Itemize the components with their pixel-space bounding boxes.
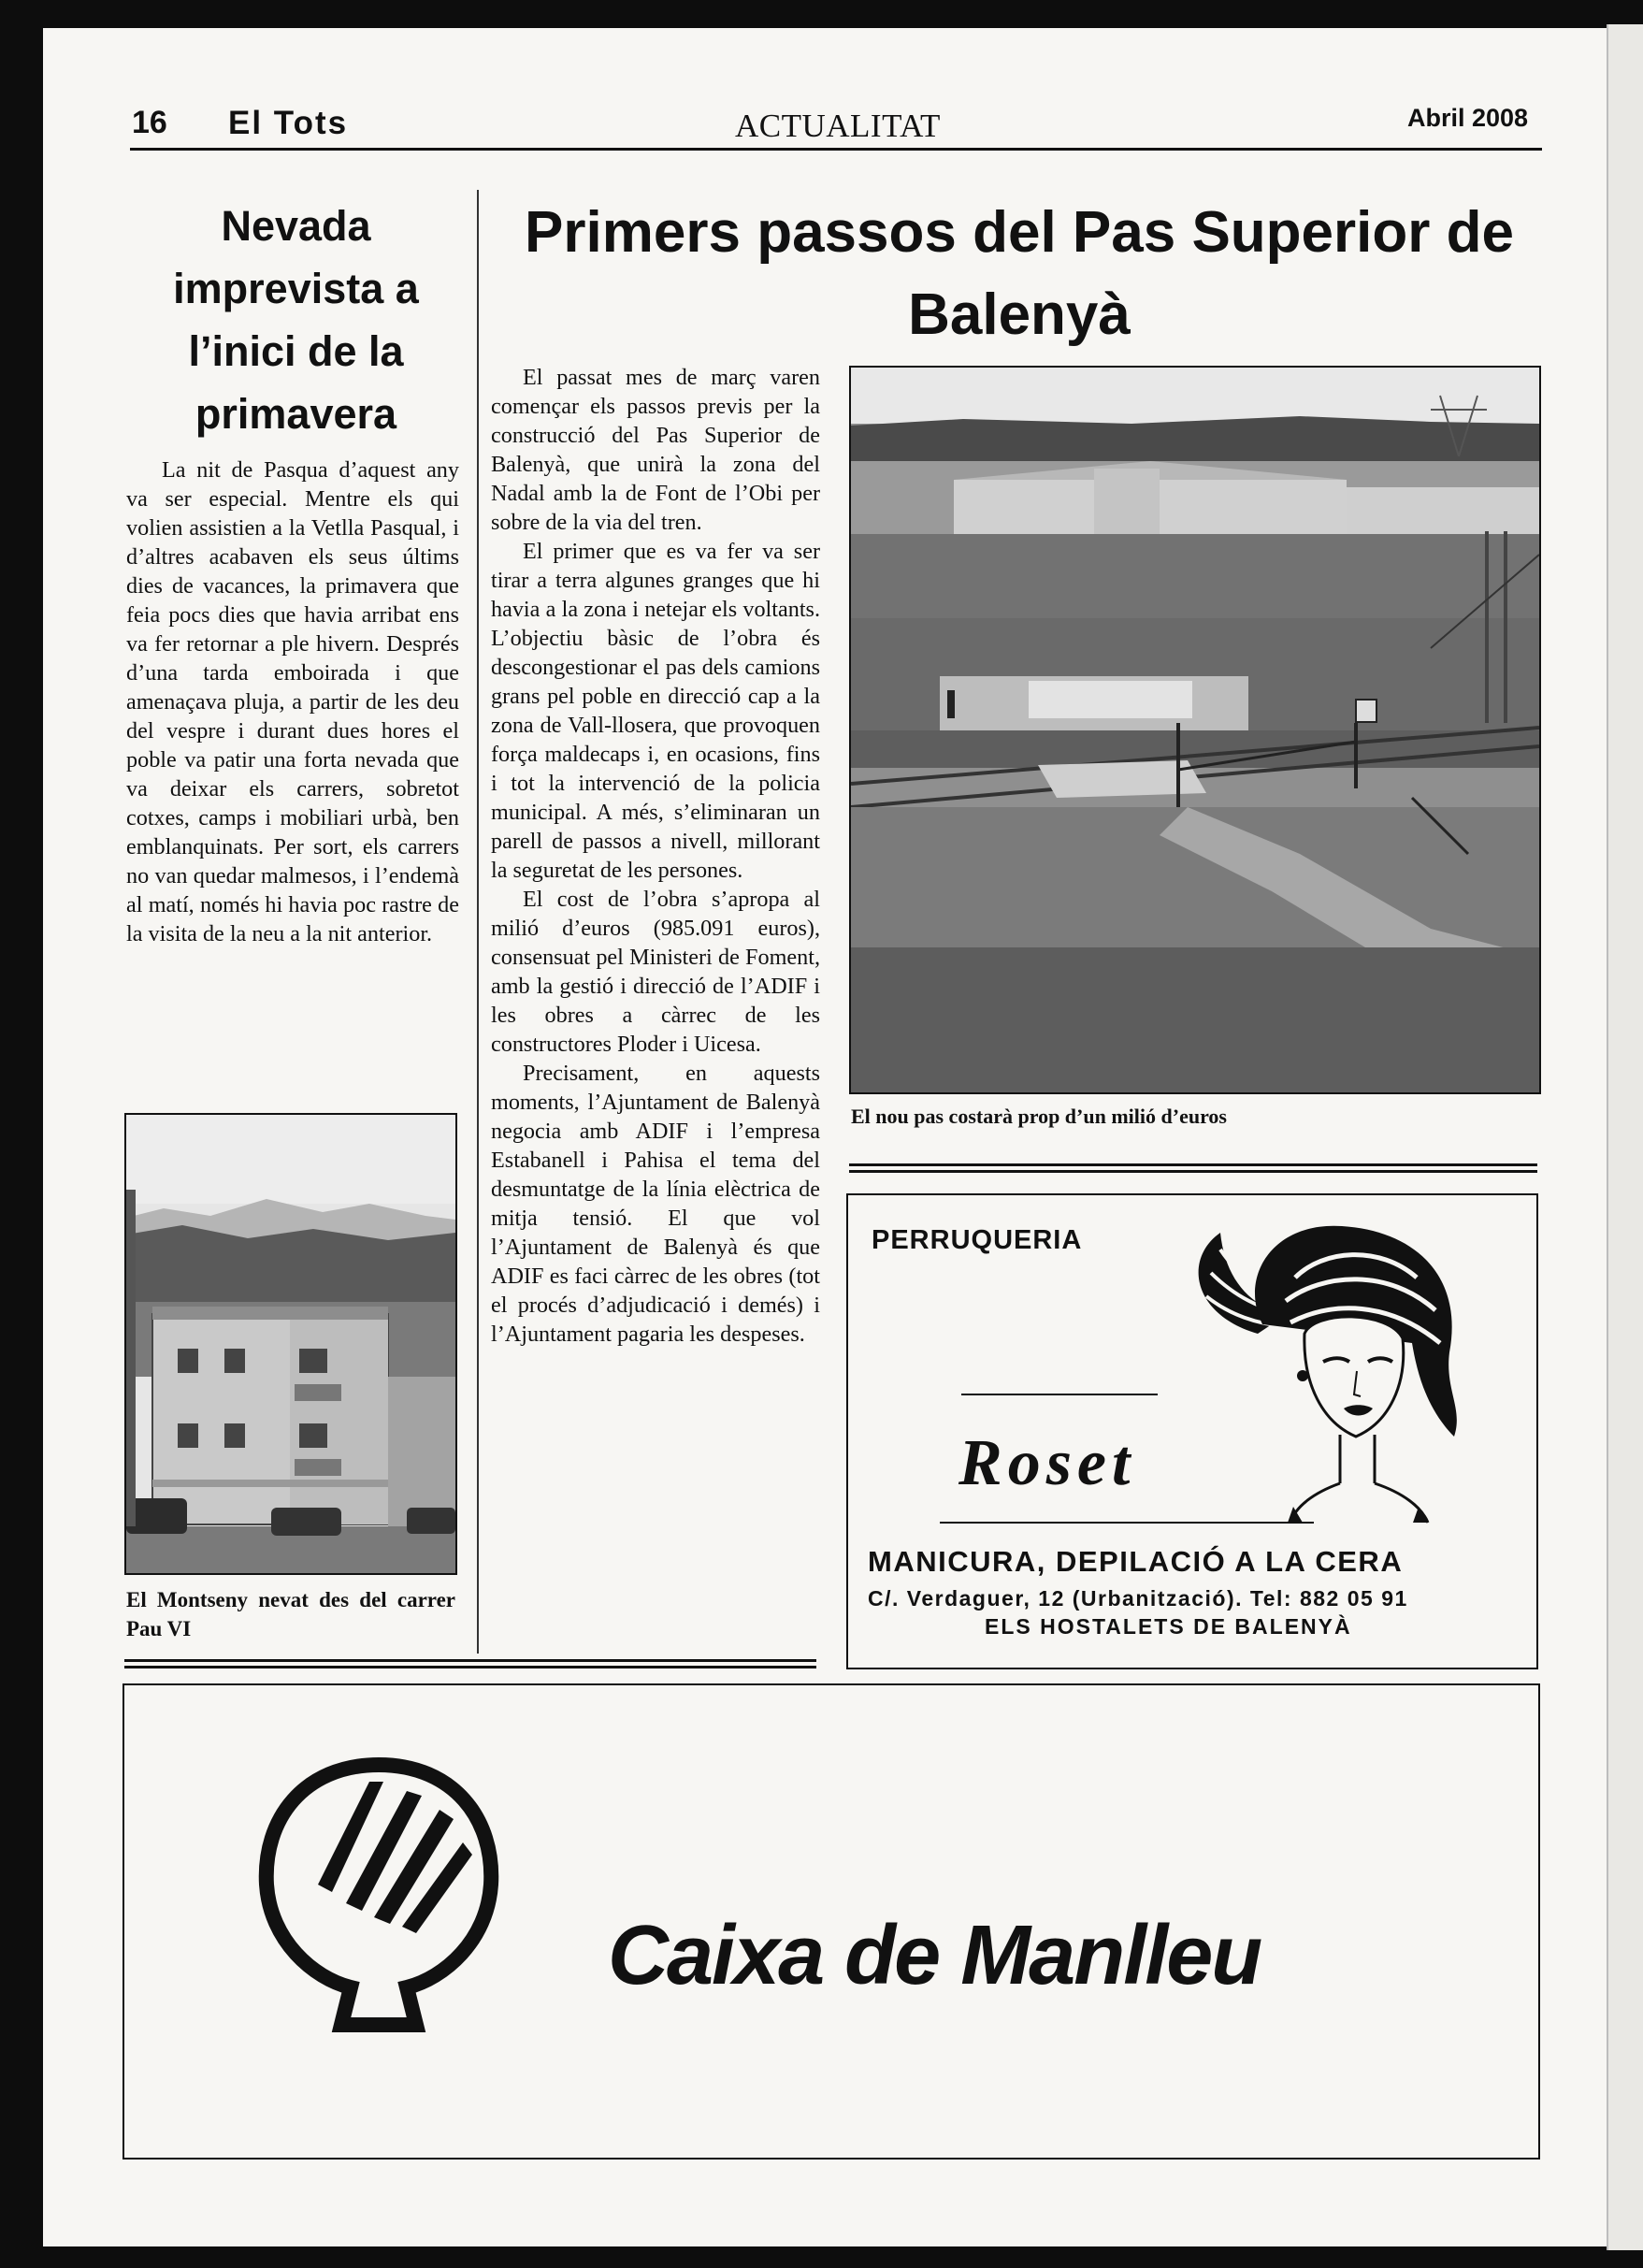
page-number: 16 [132,105,167,140]
ad-decor-line [961,1394,1158,1395]
perruqueria-ad-address: C/. Verdaguer, 12 (Urbanització). Tel: 882 05 91 [868,1586,1408,1611]
separator-rule [124,1666,816,1668]
montseny-photo-image [126,1115,455,1573]
separator-rule [849,1163,1537,1166]
side-article-title: Nevada imprevista a l’inici de la primavera [173,202,419,438]
issue-date: Abril 2008 [1407,104,1529,132]
main-article-paragraph: El primer que es va fer va ser tirar a terra algunes granges que hi havia a la zona i netejar els voltants. L’objectiu bàsic de l’obra és descongestionar el pas dels camions grans pel poble en direcció cap a la zona de Vall-llosera, que provoquen força maldecaps i, en ocasions, fins i tot la intervenció de la policia municipal. A més, s’eliminaran un parell de passos a nivell, millorant la seguretat de les persones. [491,539,820,883]
publication-name: El Tots [228,105,349,141]
main-article-paragraph: Precisament, en aquests moments, l’Ajuntament de Balenyà negocia amb ADIF i l’empresa Estabanell i Pahisa el tema del desmuntatge de la línia elèctrica de mitja tensió. El que vol l’Ajuntament de Balenyà és que ADIF es faci càrrec de les obres (tot el procés d’adjudicació i demés) i l’Ajuntament pagaria les despeses. [491,1061,820,1347]
main-article-title: Primers passos del Pas Superior de Balenyà [525,200,1514,347]
main-article-paragraph: El cost de l’obra s’apropa al milió d’euros (985.091 euros), consensuat pel Ministeri de Foment, amb la gestió i direcció de l’ADIF i les obres a càrrec de les constructores Ploder i Uicesa. [491,887,820,1057]
montseny-photo [124,1113,457,1575]
montseny-photo-caption: El Montseny nevat des del carrer Pau VI [126,1588,455,1640]
pas-superior-photo-image [851,368,1539,1092]
separator-rule [124,1659,816,1662]
pas-superior-photo [849,366,1541,1094]
main-article-body [491,363,820,1349]
perruqueria-ad-services: MANICURA, DEPILACIÓ A LA CERA [868,1545,1404,1578]
caixa-manlleu-name: Caixa de Manlleu [608,1909,1261,2002]
pas-superior-photo-caption: El nou pas costarà prop d’un milió d’euros [851,1105,1227,1128]
woman-portrait-illustration [1183,1221,1492,1525]
column-divider [477,190,479,1654]
next-page-edge [1607,24,1643,2250]
perruqueria-ad-name: Roset [958,1427,1136,1499]
side-article-body: La nit de Pasqua d’aquest any va ser especial. Mentre els qui volien assistien a la Vetlla Pasqual, i d’altres acabaven els seus últims dies de vacances, la primavera que feia pocs dies que havia arribat ens va fer retornar a ple hivern. Després d’una tarda emboirada i que amenaçava pluja, a partir de les deu del vespre i durant dues hores el poble va patir una forta nevada que va deixar els carrers, sobretot cotxes, camps i mobiliari urbà, ben emblanquinats. Per sort, els carrers no van quedar malmesos, i l’endemà al matí, només hi havia poc rastre de la visita de la neu a la nit anterior. [126,457,459,946]
main-article-paragraph: El passat mes de març varen començar els passos previs per la construcció del Pas Superior de Balenyà, que unirà la zona del Nadal amb la de Font de l’Obi per sobre de la via del tren. [491,365,820,535]
section-title: ACTUALITAT [735,108,941,144]
perruqueria-ad-town: ELS HOSTALETS DE BALENYÀ [985,1614,1352,1639]
header-rule [130,148,1542,151]
perruqueria-ad-label: PERRUQUERIA [872,1225,1083,1255]
caixa-manlleu-logo [257,1754,500,2034]
separator-rule [849,1170,1537,1173]
